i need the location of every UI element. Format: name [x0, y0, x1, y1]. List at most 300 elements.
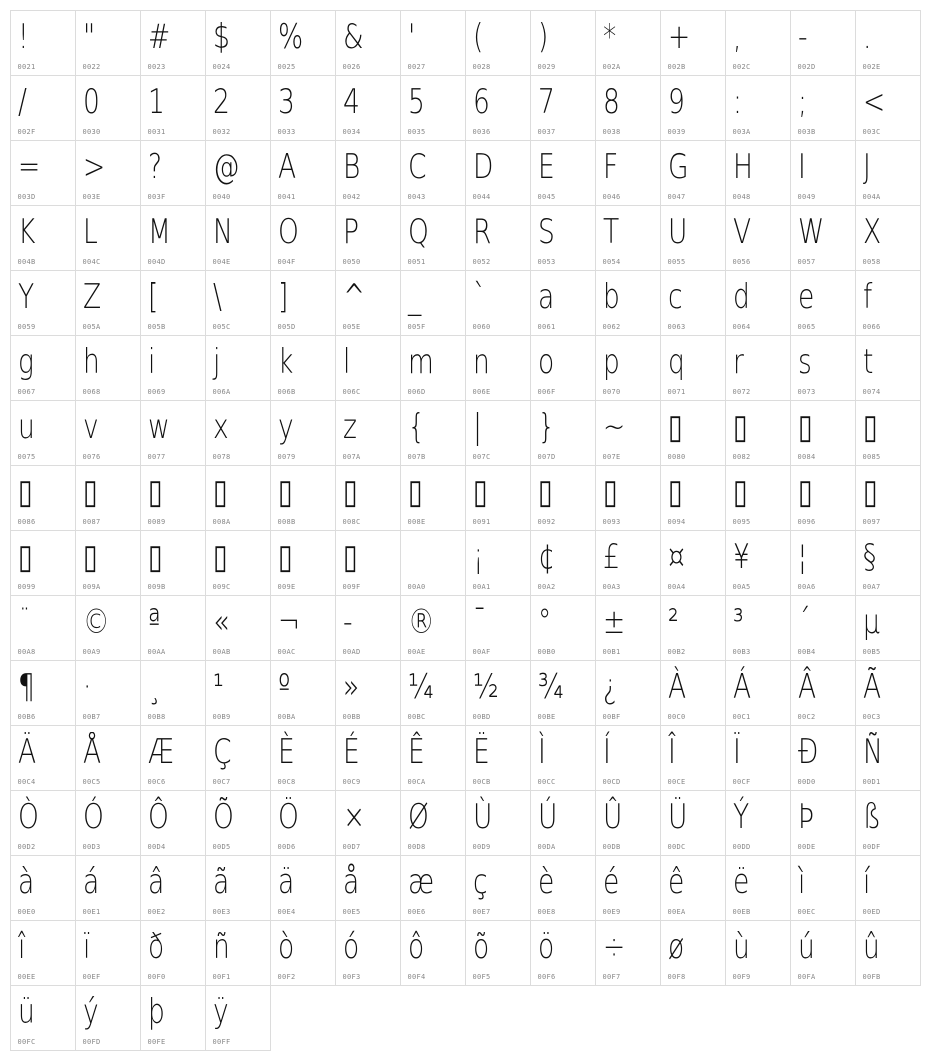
glyph-character: û — [862, 926, 880, 967]
glyph-character: Æ — [147, 731, 174, 772]
glyph-cell — [205, 790, 271, 856]
glyph-cell — [10, 400, 76, 466]
glyph-cell — [465, 400, 531, 466]
glyph-character: , — [732, 16, 741, 57]
glyph-cell — [530, 270, 596, 336]
glyph-cell — [855, 270, 921, 336]
glyph-cell — [790, 270, 856, 336]
glyph-codepoint: 0092 — [537, 517, 556, 526]
glyph-cell — [660, 270, 726, 336]
glyph-character: Í — [602, 731, 611, 772]
glyph-codepoint: 0035 — [407, 127, 426, 136]
glyph-character: Ô — [147, 796, 169, 837]
glyph-character: V — [732, 211, 751, 252]
glyph-character: ^ — [342, 276, 365, 317]
glyph-character: ¹ — [212, 666, 224, 707]
glyph-codepoint: 0056 — [732, 257, 751, 266]
glyph-codepoint: 004D — [147, 257, 166, 266]
glyph-character: ] — [277, 276, 288, 317]
glyph-character: T — [602, 211, 619, 252]
glyph-codepoint: 002A — [602, 62, 621, 71]
glyph-codepoint: 0074 — [862, 387, 881, 396]
glyph-codepoint: 0079 — [277, 452, 296, 461]
glyph-codepoint: 00B2 — [667, 647, 686, 656]
glyph-codepoint: 005C — [212, 322, 231, 331]
glyph-character: ± — [602, 601, 625, 642]
glyph-grid — [10, 10, 920, 1050]
glyph-character: Î — [667, 731, 676, 772]
glyph-cell — [75, 530, 141, 596]
glyph-cell — [10, 790, 76, 856]
glyph-cell — [335, 530, 401, 596]
glyph-codepoint: 00B4 — [797, 647, 816, 656]
glyph-character: W — [797, 211, 824, 252]
glyph-cell — [140, 855, 206, 921]
glyph-character: - — [342, 601, 353, 642]
glyph-character: ▯ — [862, 471, 878, 512]
glyph-cell — [530, 10, 596, 76]
glyph-character: } — [537, 406, 555, 447]
glyph-character: J — [862, 146, 871, 187]
glyph-codepoint: 0050 — [342, 257, 361, 266]
glyph-codepoint: 0047 — [667, 192, 686, 201]
glyph-cell — [335, 75, 401, 141]
glyph-cell — [595, 400, 661, 466]
glyph-codepoint: 0085 — [862, 452, 881, 461]
glyph-cell — [660, 400, 726, 466]
glyph-character: ▯ — [212, 536, 228, 577]
glyph-character: Å — [82, 731, 101, 772]
glyph-codepoint: 0052 — [472, 257, 491, 266]
glyph-codepoint: 00F1 — [212, 972, 231, 981]
glyph-character: ¸ — [147, 666, 161, 707]
glyph-codepoint: 004F — [277, 257, 296, 266]
glyph-cell — [595, 75, 661, 141]
glyph-character: ▯ — [342, 471, 358, 512]
glyph-cell — [270, 335, 336, 401]
glyph-character: Ë — [472, 731, 490, 772]
glyph-cell — [660, 465, 726, 531]
glyph-cell — [400, 400, 466, 466]
glyph-cell — [855, 530, 921, 596]
glyph-character: æ — [407, 861, 434, 902]
glyph-codepoint: 00F7 — [602, 972, 621, 981]
glyph-character: þ — [147, 991, 165, 1032]
glyph-codepoint: 00E4 — [277, 907, 296, 916]
glyph-cell — [465, 725, 531, 791]
glyph-codepoint: 006D — [407, 387, 426, 396]
glyph-codepoint: 006F — [537, 387, 556, 396]
glyph-cell — [75, 140, 141, 206]
glyph-cell — [140, 10, 206, 76]
glyph-cell — [75, 400, 141, 466]
glyph-cell — [725, 790, 791, 856]
glyph-cell — [790, 205, 856, 271]
glyph-codepoint: 0025 — [277, 62, 296, 71]
glyph-codepoint: 00C8 — [277, 777, 296, 786]
glyph-character: ñ — [212, 926, 230, 967]
glyph-cell — [465, 140, 531, 206]
glyph-character: ▯ — [732, 406, 748, 447]
glyph-codepoint: 00D6 — [277, 842, 296, 851]
glyph-cell — [465, 790, 531, 856]
glyph-character: & — [342, 16, 364, 57]
glyph-character: 9 — [667, 81, 685, 122]
glyph-codepoint: 0068 — [82, 387, 101, 396]
glyph-cell — [205, 335, 271, 401]
glyph-character: Ö — [277, 796, 299, 837]
glyph-codepoint: 009F — [342, 582, 361, 591]
glyph-codepoint: 006E — [472, 387, 491, 396]
glyph-character: I — [797, 146, 806, 187]
glyph-character: ? — [147, 146, 162, 187]
glyph-codepoint: 00CB — [472, 777, 491, 786]
glyph-character: / — [17, 81, 27, 122]
glyph-character: ▯ — [277, 471, 293, 512]
glyph-cell — [790, 920, 856, 986]
glyph-character: ê — [667, 861, 684, 902]
glyph-character: 4 — [342, 81, 360, 122]
glyph-cell — [140, 595, 206, 661]
glyph-codepoint: 005E — [342, 322, 361, 331]
glyph-cell — [530, 465, 596, 531]
glyph-codepoint: 00CF — [732, 777, 751, 786]
glyph-cell — [725, 855, 791, 921]
glyph-cell — [725, 335, 791, 401]
glyph-codepoint: 00DA — [537, 842, 556, 851]
glyph-cell — [205, 270, 271, 336]
glyph-codepoint: 00FC — [17, 1037, 36, 1046]
glyph-character: Û — [602, 796, 622, 837]
glyph-codepoint: 0060 — [472, 322, 491, 331]
glyph-character: M — [147, 211, 171, 252]
glyph-character: ¡ — [472, 536, 484, 577]
glyph-codepoint: 00BA — [277, 712, 296, 721]
glyph-codepoint: 00D1 — [862, 777, 881, 786]
glyph-cell — [660, 335, 726, 401]
glyph-codepoint: 0089 — [147, 517, 166, 526]
glyph-codepoint: 0053 — [537, 257, 556, 266]
glyph-character: © — [82, 601, 110, 642]
glyph-codepoint: 0063 — [667, 322, 686, 331]
glyph-character: Þ — [797, 796, 814, 837]
glyph-cell — [10, 205, 76, 271]
glyph-codepoint: 009B — [147, 582, 166, 591]
glyph-character: å — [342, 861, 359, 902]
glyph-character: ¶ — [17, 666, 35, 707]
glyph-codepoint: 00C9 — [342, 777, 361, 786]
glyph-character: i — [147, 341, 155, 382]
glyph-character: j — [212, 341, 220, 382]
glyph-codepoint: 00DF — [862, 842, 881, 851]
glyph-character: . — [862, 16, 871, 57]
glyph-character: ' — [407, 16, 415, 57]
glyph-cell — [270, 270, 336, 336]
glyph-cell — [400, 10, 466, 76]
glyph-cell — [725, 75, 791, 141]
glyph-character: ý — [82, 991, 99, 1032]
glyph-codepoint: 00FA — [797, 972, 816, 981]
glyph-character: # — [147, 16, 170, 57]
glyph-cell — [140, 270, 206, 336]
glyph-cell — [75, 335, 141, 401]
glyph-codepoint: 002C — [732, 62, 751, 71]
glyph-character: ▯ — [82, 471, 98, 512]
glyph-cell — [855, 205, 921, 271]
glyph-codepoint: 00D9 — [472, 842, 491, 851]
glyph-cell — [595, 595, 661, 661]
glyph-character: y — [277, 406, 294, 447]
glyph-codepoint: 003F — [147, 192, 166, 201]
glyph-character: R — [472, 211, 491, 252]
glyph-codepoint: 00EC — [797, 907, 816, 916]
glyph-cell — [660, 75, 726, 141]
glyph-cell — [660, 725, 726, 791]
glyph-cell — [205, 985, 271, 1051]
glyph-codepoint: 008E — [407, 517, 426, 526]
glyph-cell — [530, 400, 596, 466]
glyph-cell — [75, 205, 141, 271]
glyph-cell — [790, 660, 856, 726]
glyph-character: é — [602, 861, 619, 902]
glyph-cell — [400, 530, 466, 596]
glyph-codepoint: 00AC — [277, 647, 296, 656]
glyph-cell — [855, 465, 921, 531]
glyph-character — [408, 535, 416, 579]
glyph-character: b — [602, 276, 620, 317]
glyph-codepoint: 0043 — [407, 192, 426, 201]
glyph-cell — [725, 400, 791, 466]
glyph-character: ¥ — [732, 536, 750, 577]
glyph-cell — [400, 725, 466, 791]
glyph-codepoint: 00F9 — [732, 972, 751, 981]
glyph-character: Ì — [537, 731, 546, 772]
glyph-codepoint: 00A4 — [667, 582, 686, 591]
glyph-codepoint: 0093 — [602, 517, 621, 526]
glyph-cell — [75, 855, 141, 921]
glyph-codepoint: 00C0 — [667, 712, 686, 721]
glyph-character: l — [342, 341, 350, 382]
glyph-cell — [660, 205, 726, 271]
glyph-codepoint: 00B5 — [862, 647, 881, 656]
glyph-character: À — [667, 666, 686, 707]
glyph-character: A — [277, 146, 296, 187]
glyph-character: c — [667, 276, 683, 317]
glyph-cell — [595, 10, 661, 76]
glyph-character: u — [17, 406, 35, 447]
glyph-cell — [595, 335, 661, 401]
glyph-character: ~ — [602, 406, 625, 447]
glyph-codepoint: 0022 — [82, 62, 101, 71]
glyph-character: 1 — [147, 81, 165, 122]
glyph-cell — [465, 855, 531, 921]
glyph-character: » — [342, 666, 359, 707]
glyph-character: K — [17, 211, 35, 252]
glyph-codepoint: 00B0 — [537, 647, 556, 656]
glyph-character: g — [17, 341, 34, 382]
glyph-cell — [400, 790, 466, 856]
glyph-cell — [530, 335, 596, 401]
glyph-character: ´ — [797, 601, 811, 642]
glyph-codepoint: 00E7 — [472, 907, 491, 916]
glyph-cell — [530, 205, 596, 271]
glyph-character: n — [472, 341, 490, 382]
glyph-character: ó — [342, 926, 359, 967]
glyph-character: ² — [667, 601, 679, 642]
glyph-codepoint: 00D0 — [797, 777, 816, 786]
glyph-character: ü — [17, 991, 35, 1032]
glyph-cell — [465, 335, 531, 401]
glyph-cell — [75, 10, 141, 76]
glyph-character: â — [147, 861, 164, 902]
glyph-character: ▯ — [17, 471, 33, 512]
glyph-codepoint: 0026 — [342, 62, 361, 71]
glyph-codepoint: 0037 — [537, 127, 556, 136]
glyph-codepoint: 0034 — [342, 127, 361, 136]
glyph-codepoint: 00F6 — [537, 972, 556, 981]
glyph-cell — [660, 920, 726, 986]
glyph-character: Q — [407, 211, 429, 252]
glyph-character: ù — [732, 926, 750, 967]
glyph-cell — [205, 400, 271, 466]
glyph-character: p — [602, 341, 620, 382]
glyph-cell — [790, 140, 856, 206]
glyph-character: ▯ — [602, 471, 618, 512]
glyph-cell — [205, 75, 271, 141]
glyph-character: t — [862, 341, 873, 382]
glyph-character: + — [667, 16, 690, 57]
glyph-codepoint: 00F3 — [342, 972, 361, 981]
glyph-codepoint: 00ED — [862, 907, 881, 916]
glyph-codepoint: 009C — [212, 582, 231, 591]
glyph-cell — [140, 920, 206, 986]
glyph-cell — [10, 270, 76, 336]
glyph-codepoint: 004C — [82, 257, 101, 266]
glyph-cell — [270, 790, 336, 856]
glyph-codepoint: 00A1 — [472, 582, 491, 591]
glyph-character: 0 — [82, 81, 100, 122]
glyph-codepoint: 0084 — [797, 452, 816, 461]
glyph-cell — [400, 595, 466, 661]
glyph-character: ( — [472, 16, 483, 57]
glyph-character: ¢ — [537, 536, 555, 577]
glyph-codepoint: 0028 — [472, 62, 491, 71]
glyph-cell — [335, 725, 401, 791]
glyph-character: ▯ — [797, 471, 813, 512]
glyph-character: á — [82, 861, 99, 902]
glyph-codepoint: 00FD — [82, 1037, 101, 1046]
glyph-codepoint: 006B — [277, 387, 296, 396]
glyph-character: ▯ — [667, 471, 683, 512]
glyph-codepoint: 0040 — [212, 192, 231, 201]
glyph-cell — [75, 725, 141, 791]
glyph-codepoint: 0030 — [82, 127, 101, 136]
glyph-codepoint: 007C — [472, 452, 491, 461]
glyph-character: [ — [147, 276, 158, 317]
glyph-character: ë — [732, 861, 749, 902]
glyph-cell — [75, 270, 141, 336]
glyph-character: X — [862, 211, 881, 252]
glyph-cell — [205, 725, 271, 791]
glyph-codepoint: 00CD — [602, 777, 621, 786]
glyph-cell — [140, 335, 206, 401]
glyph-codepoint: 00AD — [342, 647, 361, 656]
glyph-codepoint: 007D — [537, 452, 556, 461]
glyph-cell — [595, 790, 661, 856]
glyph-character: a — [537, 276, 554, 317]
glyph-character: È — [277, 731, 295, 772]
glyph-character: L — [82, 211, 98, 252]
glyph-character: h — [82, 341, 100, 382]
glyph-cell — [10, 140, 76, 206]
glyph-codepoint: 0071 — [667, 387, 686, 396]
glyph-codepoint: 005F — [407, 322, 426, 331]
glyph-cell — [205, 660, 271, 726]
glyph-codepoint: 00AE — [407, 647, 426, 656]
glyph-cell — [855, 75, 921, 141]
glyph-cell — [855, 725, 921, 791]
glyph-codepoint: 00E8 — [537, 907, 556, 916]
glyph-character: U — [667, 211, 687, 252]
glyph-character: º — [277, 666, 291, 707]
glyph-cell — [855, 790, 921, 856]
glyph-codepoint: 0027 — [407, 62, 426, 71]
glyph-character: ▯ — [212, 471, 228, 512]
glyph-codepoint: 002D — [797, 62, 816, 71]
glyph-cell — [790, 10, 856, 76]
glyph-codepoint: 0072 — [732, 387, 751, 396]
glyph-codepoint: 00DE — [797, 842, 816, 851]
glyph-cell — [465, 205, 531, 271]
glyph-codepoint: 00F4 — [407, 972, 426, 981]
glyph-codepoint: 00D2 — [17, 842, 36, 851]
glyph-codepoint: 00CE — [667, 777, 686, 786]
glyph-character: ¯ — [472, 601, 486, 642]
glyph-cell — [140, 205, 206, 271]
glyph-character: Ò — [17, 796, 39, 837]
glyph-codepoint: 0032 — [212, 127, 231, 136]
glyph-cell — [790, 530, 856, 596]
glyph-cell — [725, 920, 791, 986]
glyph-character: z — [342, 406, 357, 447]
glyph-codepoint: 00BB — [342, 712, 361, 721]
glyph-character: ª — [147, 601, 161, 642]
glyph-character: Â — [797, 666, 816, 707]
glyph-codepoint: 0048 — [732, 192, 751, 201]
glyph-codepoint: 0065 — [797, 322, 816, 331]
glyph-codepoint: 003E — [82, 192, 101, 201]
glyph-character: µ — [862, 601, 880, 642]
glyph-codepoint: 0051 — [407, 257, 426, 266]
glyph-codepoint: 0075 — [17, 452, 36, 461]
glyph-character: E — [537, 146, 555, 187]
glyph-codepoint: 0096 — [797, 517, 816, 526]
glyph-character: " — [82, 16, 95, 57]
glyph-cell — [660, 595, 726, 661]
glyph-character: O — [277, 211, 299, 252]
glyph-character: ▯ — [667, 406, 683, 447]
glyph-cell — [140, 660, 206, 726]
glyph-character: 3 — [277, 81, 295, 122]
glyph-codepoint: 004E — [212, 257, 231, 266]
glyph-codepoint: 0094 — [667, 517, 686, 526]
glyph-codepoint: 0078 — [212, 452, 231, 461]
glyph-cell — [335, 335, 401, 401]
glyph-character: 6 — [472, 81, 490, 122]
glyph-character: - — [797, 16, 808, 57]
glyph-character: ▯ — [147, 471, 163, 512]
glyph-codepoint: 0099 — [17, 582, 36, 591]
